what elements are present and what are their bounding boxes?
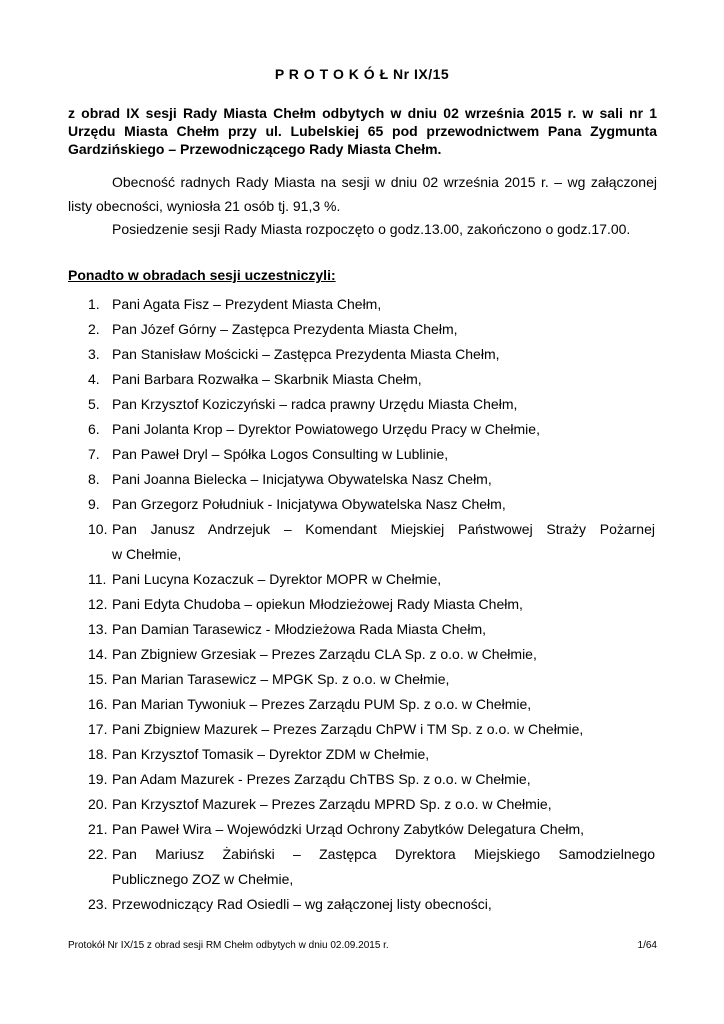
participant-item xyxy=(0,817,724,842)
participant-text: Pani Edyta Chudoba – opiekun Młodzieżowej Rady Miasta Chełm, xyxy=(112,596,523,612)
participant-number: 21. xyxy=(88,821,108,837)
participant-text: Pan Grzegorz Południuk - Inicjatywa Obywatelska Nasz Chełm, xyxy=(112,496,506,512)
participant-text: Pan Krzysztof Tomasik – Dyrektor ZDM w Chełmie, xyxy=(112,746,430,762)
participant-number: 6. xyxy=(88,421,100,437)
intro-line: Gardzińskiego – Przewodniczącego Rady Miasta Chełm. xyxy=(68,141,442,157)
participant-number: 16. xyxy=(88,696,108,712)
participant-number: 17. xyxy=(88,721,108,737)
session-time-paragraph: Posiedzenie sesji Rady Miasta rozpoczęto o godz.13.00, zakończono o godz.17.00. xyxy=(112,221,631,237)
participant-item xyxy=(0,667,724,692)
participant-item xyxy=(0,492,724,517)
participant-text: Pan Paweł Dryl – Spółka Logos Consulting w Lublinie, xyxy=(112,446,449,462)
participant-number: 10. xyxy=(88,521,108,537)
intro-line: z obrad IX sesji Rady Miasta Chełm odbytych w dniu 02 września 2015 r. w sali nr 1 xyxy=(68,105,657,121)
participant-text-continuation: Publicznego ZOZ w Chełmie, xyxy=(112,871,294,887)
participant-item xyxy=(0,417,724,442)
participant-item xyxy=(0,367,724,392)
participant-number: 5. xyxy=(88,396,100,412)
participants-list xyxy=(0,292,724,917)
participant-number: 3. xyxy=(88,346,100,362)
participant-item xyxy=(0,567,724,592)
participant-number: 22. xyxy=(88,846,108,862)
participant-text-continuation: w Chełmie, xyxy=(112,546,182,562)
participant-item xyxy=(0,342,724,367)
participant-text: Pan Krzysztof Mazurek – Prezes Zarządu MPRD Sp. z o.o. w Chełmie, xyxy=(112,796,552,812)
participant-text: Pan Stanisław Mościcki – Zastępca Prezydenta Miasta Chełm, xyxy=(112,346,500,362)
participant-text: Pani Agata Fisz – Prezydent Miasta Chełm, xyxy=(112,296,382,312)
participant-item xyxy=(0,692,724,717)
participant-number: 20. xyxy=(88,796,108,812)
participant-item xyxy=(0,467,724,492)
participant-number: 18. xyxy=(88,746,108,762)
participant-number: 12. xyxy=(88,596,108,612)
participant-number: 23. xyxy=(88,896,108,912)
participant-item xyxy=(0,742,724,767)
participant-text: Pan Damian Tarasewicz - Młodzieżowa Rada Miasta Chełm, xyxy=(112,621,487,637)
participant-number: 1. xyxy=(88,296,100,312)
participant-text: Pan Adam Mazurek - Prezes Zarządu ChTBS Sp. z o.o. w Chełmie, xyxy=(112,771,531,787)
participant-text: Pan Józef Górny – Zastępca Prezydenta Miasta Chełm, xyxy=(112,321,458,337)
participant-text: Pan Marian Tarasewicz – MPGK Sp. z o.o. w Chełmie, xyxy=(112,671,450,687)
participant-number: 19. xyxy=(88,771,108,787)
attendance-paragraph: Obecność radnych Rady Miasta na sesji w dniu 02 września 2015 r. – wg załączonej listy obecności, wyniosła 21 osób tj. 91,3 %. xyxy=(68,174,657,214)
document-title: P R O T O K Ó Ł Nr IX/15 xyxy=(274,66,450,82)
participant-text: Pani Lucyna Kozaczuk – Dyrektor MOPR w Chełmie, xyxy=(112,571,442,587)
participant-item xyxy=(0,317,724,342)
participant-text: Pan Mariusz Żabiński – Zastępca Dyrektora Miejskiego Samodzielnego xyxy=(112,846,655,862)
participant-item xyxy=(0,717,724,742)
participant-text: Pani Barbara Rozwałka – Skarbnik Miasta Chełm, xyxy=(112,371,422,387)
participants-heading: Ponadto w obradach sesji uczestniczyli: xyxy=(68,267,336,283)
intro-paragraph xyxy=(68,104,657,158)
participant-number: 14. xyxy=(88,646,108,662)
participant-item xyxy=(0,892,724,917)
participant-text: Pan Paweł Wira – Wojewódzki Urząd Ochrony Zabytków Delegatura Chełm, xyxy=(112,821,585,837)
intro-line: Urzędu Miasta Chełm przy ul. Lubelskiej 65 pod przewodnictwem Pana Zygmunta xyxy=(68,123,657,139)
participant-item xyxy=(0,642,724,667)
participant-number: 4. xyxy=(88,371,100,387)
participant-text: Pani Joanna Bielecka – Inicjatywa Obywatelska Nasz Chełm, xyxy=(112,471,492,487)
participant-number: 8. xyxy=(88,471,100,487)
participant-item xyxy=(0,792,724,817)
page-number: 1/64 xyxy=(637,940,657,951)
participant-item xyxy=(0,592,724,617)
participant-item xyxy=(0,617,724,642)
participant-number: 7. xyxy=(88,446,100,462)
participant-number: 11. xyxy=(88,571,107,587)
participant-number: 15. xyxy=(88,671,108,687)
participant-text: Przewodniczący Rad Osiedli – wg załączonej listy obecności, xyxy=(112,896,492,912)
participant-item xyxy=(0,517,724,567)
participant-item xyxy=(0,442,724,467)
participant-text: Pan Marian Tywoniuk – Prezes Zarządu PUM Sp. z o.o. w Chełmie, xyxy=(112,696,532,712)
participant-text: Pan Zbigniew Grzesiak – Prezes Zarządu CLA Sp. z o.o. w Chełmie, xyxy=(112,646,537,662)
participant-text: Pan Krzysztof Koziczyński – radca prawny Urzędu Miasta Chełm, xyxy=(112,396,518,412)
footer-caption: Protokół Nr IX/15 z obrad sesji RM Chełm odbytych w dniu 02.09.2015 r. xyxy=(68,940,389,951)
participant-item xyxy=(0,292,724,317)
participant-number: 2. xyxy=(88,321,100,337)
participant-number: 9. xyxy=(88,496,100,512)
participant-item xyxy=(0,392,724,417)
participant-number: 13. xyxy=(88,621,108,637)
participant-text: Pani Jolanta Krop – Dyrektor Powiatowego Urzędu Pracy w Chełmie, xyxy=(112,421,540,437)
participant-text: Pan Janusz Andrzejuk – Komendant Miejskiej Państwowej Straży Pożarnej xyxy=(112,521,655,537)
participant-item xyxy=(0,842,724,892)
participant-item xyxy=(0,767,724,792)
participant-text: Pani Zbigniew Mazurek – Prezes Zarządu ChPW i TM Sp. z o.o. w Chełmie, xyxy=(112,721,584,737)
